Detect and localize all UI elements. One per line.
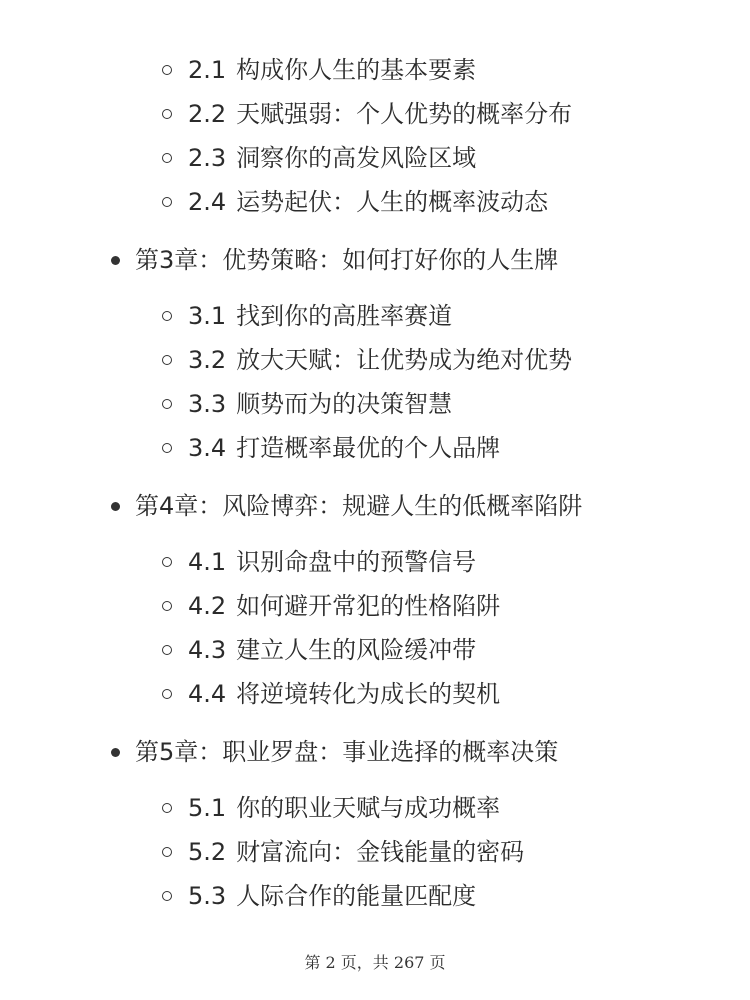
section-number: 3.4 [188, 434, 227, 462]
section-number: 4.1 [188, 548, 227, 576]
toc-section-2-3 [0, 136, 750, 180]
toc-section-4-1 [0, 540, 750, 584]
hollow-bullet-icon [162, 109, 172, 119]
section-number: 4.2 [188, 592, 227, 620]
toc-section-2-4 [0, 180, 750, 224]
section-title: 找到你的高胜率赛道 [236, 302, 453, 330]
section-title: 财富流向：金钱能量的密码 [236, 838, 525, 866]
section-title: 建立人生的风险缓冲带 [236, 636, 477, 664]
section-number: 5.1 [188, 794, 227, 822]
toc-section-4-3 [0, 628, 750, 672]
toc-section-3-1 [0, 294, 750, 338]
hollow-bullet-icon [162, 557, 172, 567]
hollow-bullet-icon [162, 311, 172, 321]
section-number: 5.2 [188, 838, 227, 866]
chapter-3 [0, 238, 750, 470]
section-title: 运势起伏：人生的概率波动态 [236, 188, 549, 216]
section-number: 3.3 [188, 390, 227, 418]
toc-section-3-3 [0, 382, 750, 426]
section-title: 如何避开常犯的性格陷阱 [236, 592, 501, 620]
section-number: 5.3 [188, 882, 227, 910]
section-number: 2.4 [188, 188, 227, 216]
toc-section-5-2 [0, 830, 750, 874]
section-title: 人际合作的能量匹配度 [236, 882, 477, 910]
hollow-bullet-icon [162, 65, 172, 75]
hollow-bullet-icon [162, 355, 172, 365]
section-number: 3.2 [188, 346, 227, 374]
chapter-4 [0, 484, 750, 716]
chapter-5 [0, 730, 750, 918]
hollow-bullet-icon [162, 399, 172, 409]
toc-section-2-2 [0, 92, 750, 136]
hollow-bullet-icon [162, 689, 172, 699]
section-title: 构成你人生的基本要素 [236, 56, 477, 84]
hollow-bullet-icon [162, 197, 172, 207]
toc-section-4-2 [0, 584, 750, 628]
toc-section-5-3 [0, 874, 750, 918]
section-number: 2.3 [188, 144, 227, 172]
hollow-bullet-icon [162, 891, 172, 901]
chapter-title: 第4章：风险博弈：规避人生的低概率陷阱 [135, 492, 583, 520]
section-number: 4.3 [188, 636, 227, 664]
section-title: 你的职业天赋与成功概率 [236, 794, 501, 822]
filled-bullet-icon [111, 502, 120, 511]
toc-chapter-3 [0, 238, 750, 282]
section-number: 3.1 [188, 302, 227, 330]
toc-section-3-4 [0, 426, 750, 470]
toc-chapter-4 [0, 484, 750, 528]
section-number: 4.4 [188, 680, 227, 708]
chapter-2-continued [0, 48, 750, 224]
toc-chapter-5 [0, 730, 750, 774]
toc-section-3-2 [0, 338, 750, 382]
hollow-bullet-icon [162, 803, 172, 813]
section-title: 将逆境转化为成长的契机 [236, 680, 501, 708]
hollow-bullet-icon [162, 443, 172, 453]
section-title: 天赋强弱：个人优势的概率分布 [236, 100, 573, 128]
hollow-bullet-icon [162, 153, 172, 163]
page-number-footer: 第 2 页，共 267 页 [304, 953, 446, 972]
section-number: 2.2 [188, 100, 227, 128]
section-title: 放大天赋：让优势成为绝对优势 [236, 346, 573, 374]
section-title: 打造概率最优的个人品牌 [236, 434, 501, 462]
toc-section-5-1 [0, 786, 750, 830]
hollow-bullet-icon [162, 847, 172, 857]
hollow-bullet-icon [162, 645, 172, 655]
section-title: 顺势而为的决策智慧 [236, 390, 453, 418]
toc-section-2-1 [0, 48, 750, 92]
section-title: 识别命盘中的预警信号 [236, 548, 477, 576]
section-number: 2.1 [188, 56, 227, 84]
chapter-title: 第3章：优势策略：如何打好你的人生牌 [135, 246, 559, 274]
filled-bullet-icon [111, 256, 120, 265]
toc-section-4-4 [0, 672, 750, 716]
hollow-bullet-icon [162, 601, 172, 611]
section-title: 洞察你的高发风险区域 [236, 144, 477, 172]
chapter-title: 第5章：职业罗盘：事业选择的概率决策 [135, 738, 559, 766]
table-of-contents [0, 48, 750, 918]
filled-bullet-icon [111, 748, 120, 757]
